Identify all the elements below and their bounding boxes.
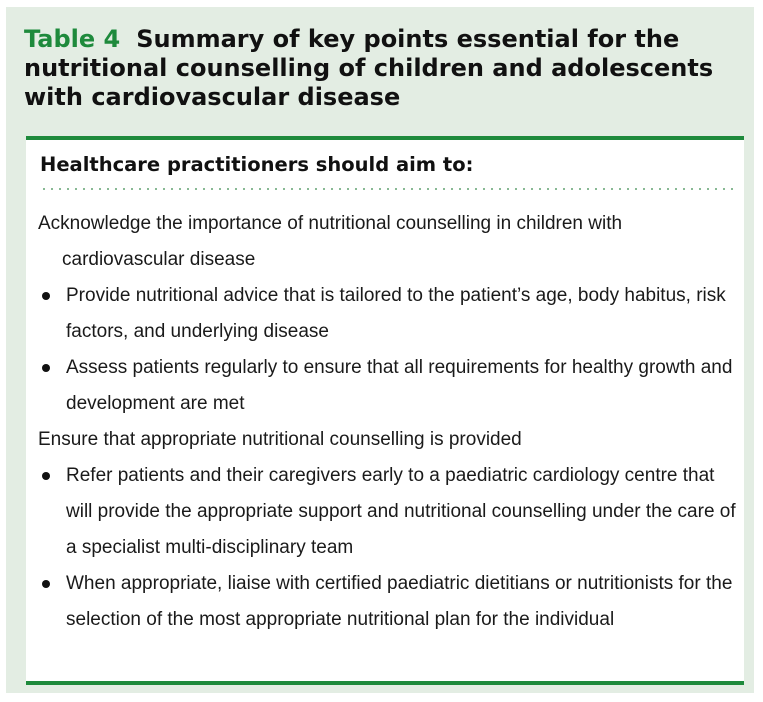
bullet-list bbox=[38, 278, 738, 422]
list-item-text: Assess patients regularly to ensure that all requirements for healthy growth and development are met bbox=[66, 357, 733, 414]
bottom-rule bbox=[26, 681, 744, 685]
list-item bbox=[38, 350, 738, 422]
table-label: Table 4 bbox=[24, 25, 121, 53]
section-lead: Acknowledge the importance of nutritional counselling in children with cardiovascular disease bbox=[38, 213, 623, 270]
bullet-icon bbox=[42, 292, 50, 300]
bullet-icon bbox=[42, 364, 50, 372]
list-item-text: Refer patients and their caregivers early to a paediatric cardiology centre that will provide the appropriate support and nutritional counselling under the care of a specialist multi-disciplinary team bbox=[66, 465, 736, 558]
section-lead: Ensure that appropriate nutritional counselling is provided bbox=[38, 429, 522, 450]
list-item-text: Provide nutritional advice that is tailored to the patient’s age, body habitus, risk factors, and underlying disease bbox=[66, 285, 726, 342]
list-item bbox=[38, 278, 738, 350]
list-item-text: When appropriate, liaise with certified paediatric dietitians or nutritionists for the selection of the most appropriate nutritional plan for the individual bbox=[66, 573, 733, 630]
table-title: Summary of key points essential for the nutritional counselling of children and adolescents with cardiovascular disease bbox=[24, 25, 714, 111]
dotted-divider bbox=[40, 188, 734, 190]
bullet-list bbox=[38, 458, 738, 638]
key-points bbox=[38, 206, 738, 638]
bullet-icon bbox=[42, 580, 50, 588]
table-caption bbox=[24, 25, 744, 112]
bullet-icon bbox=[42, 472, 50, 480]
list-item bbox=[38, 566, 738, 638]
table-box bbox=[6, 7, 754, 693]
content-panel bbox=[26, 140, 744, 681]
subheading: Healthcare practitioners should aim to: bbox=[40, 153, 474, 176]
list-item bbox=[38, 458, 738, 566]
